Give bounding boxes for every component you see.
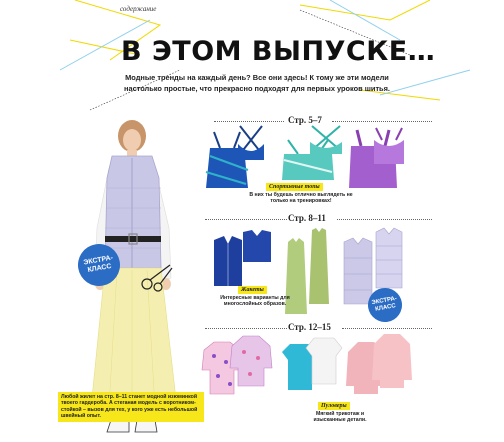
- category-tag: Спортивные топы: [266, 183, 323, 191]
- divider: [205, 328, 287, 329]
- garment-image: [240, 228, 274, 264]
- garment-image: [304, 334, 344, 386]
- extra-class-badge: ЭКСТРА-КЛАСС: [75, 241, 124, 290]
- category-tag: Пуловеры: [318, 402, 350, 410]
- garment-image: [306, 226, 332, 306]
- section-label: содержание: [120, 5, 157, 13]
- divider: [214, 121, 284, 122]
- model-photo: [57, 118, 207, 436]
- garment-image: [232, 124, 270, 162]
- divider: [342, 328, 432, 329]
- garment-image: [372, 226, 406, 290]
- garment-image: [228, 334, 274, 388]
- garment-image: [370, 332, 414, 390]
- page-range: Стр. 8–11: [288, 213, 326, 223]
- garment-image: [306, 124, 346, 156]
- divider: [205, 219, 287, 220]
- page-range: Стр. 5–7: [288, 115, 322, 125]
- category-tag: Жакеты: [238, 286, 267, 294]
- page-title: В ЭТОМ ВЫПУСКЕ…: [121, 36, 436, 67]
- divider: [337, 219, 432, 220]
- divider: [332, 121, 432, 122]
- category-description: Мягкий трикотаж и изысканные детали.: [313, 411, 367, 424]
- model-caption: Любой жилет на стр. 8–11 станет модной изюминкой твоего гардероба. А стеганая модель с воротником-стойкой – вызов для тех, у кого уже есть небольшой швейный опыт.: [58, 392, 204, 422]
- intro-text: Модные тренды на каждый день? Все они здесь! К тому же эти модели настолько простые, что прекрасно подходят для первых уроков шитья.: [124, 73, 390, 93]
- extra-class-badge: ЭКСТРА-КЛАСС: [365, 285, 404, 324]
- scissors-icon: [140, 262, 174, 292]
- category-description: В них ты будешь отлично выглядеть не только на тренировках!: [249, 192, 353, 205]
- category-description: Интересные варианты для многослойных образов.: [220, 295, 290, 308]
- garment-image: [370, 126, 408, 166]
- page-range: Стр. 12–15: [288, 322, 331, 332]
